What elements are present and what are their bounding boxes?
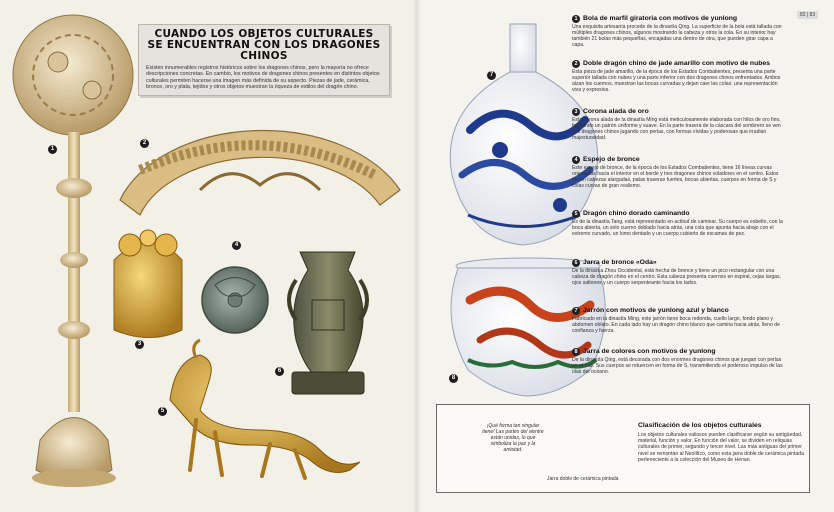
item-2 [572,60,786,93]
item-number: 3 [572,108,580,116]
marker-1: 1 [48,145,57,154]
item-number: 7 [572,307,580,315]
item-number: 4 [572,156,580,164]
gold-crown-illustration [114,230,182,338]
item-text: Es de la dinastía Tang, está representado en actitud de caminar. Su cuerpo es esbelto, con la boca abierta, un solo cuerno doblado hacia atrás, una cola que apunta hacia abajo con el extremo curvado, un lomo dentado y un cuerpo cubierto de escamas de pez. [572,219,783,238]
item-title: Jarra de bronce «Oda» [583,259,657,266]
marker-2: 2 [140,139,149,148]
speech-bubble-text: ¡Qué forma tan singular tiene! Las partes del vientre están unidas, lo que simboliza la paz y la amistad. [482,423,544,453]
item-text: Fabricado en la dinastía Ming, este jarrón tiene boca redonda, cuello largo, fondo plano y abdomen oblato. En cada lado hay un dragón chino blanco que camina hacia atrás, lleno de confianza y fuerza. [572,316,780,335]
item-text: De la dinastía Zhou Occidental, está hecha de bronce y tiene un pico rectangular con una cabeza de dragón chino en el centro. Esta cabeza presenta cuernos en espiral, cejas largas, ojos saltones y un cuerpo serpenteante hacia los lados. [572,268,781,287]
item-number: 1 [572,15,580,23]
item-title: Dragón chino dorado caminando [583,210,690,217]
item-text: Esta pieza de jade amarillo, de la época de los Estados Combatientes, presenta una parte superior tallada con nubes y una parte inferior con dos dragones chinos enfrentados. Ambos alzan los cuernos, muestran las bocas curvadas y dejan caer las colas: una representación viva y expresiva. [572,69,781,94]
item-title: Espejo de bronce [583,156,640,163]
marker-8: 8 [449,374,458,383]
item-8 [572,348,786,375]
item-text: Esta corona alada de la dinastía Ming está meticulosamente elaborada con hilos de oro fino, formando un patrón uniforme y suave. En la parte trasera de la cáscara del sombrero se ven dos dragones chinos jugando con perlas, con formas vívidas y poderosas que irradian majestuosidad. [572,117,781,142]
marker-7: 7 [487,71,496,80]
item-1 [572,15,786,48]
page-number: 82 | 83 [797,11,818,19]
marker-4: 4 [232,241,241,250]
item-title: Jarrón con motivos de yunlong azul y blanco [583,307,729,314]
jar-caption: Jarra doble de cerámica pintada [547,476,619,482]
item-3 [572,108,786,141]
item-6 [572,259,786,286]
item-number: 6 [572,259,580,267]
jade-dragon-illustration [120,131,400,215]
item-4 [572,156,786,189]
item-title: Bola de marfil giratoria con motivos de yunlong [583,15,738,22]
page-title: CUANDO LOS OBJETOS CULTURALES SE ENCUENTRAN CON LOS DRAGONES CHINOS [147,28,381,62]
intro-text: Existen innumerables registros históricos sobre los dragones chinos, pero la mayoría no ofrece descripciones concretas. En cambio, los motivos de dragones chinos presentes en distintos objetos culturales permiten hacerse una imagen más definida de su aspecto. Piezas de jade, cerámica, bronce, oro y plata, tejidos y otros objetos muestran la riqueza de estilos del dragón chino. [146,65,380,90]
classification-text: Los objetos culturales valiosos pueden clasificarse según su antigüedad, material, función y valor. En función del valor, se dividen en reliquias culturales de primer, segundo y tercer nivel. Las más antiguas del primer nivel se remontan al Neolítico, como esta jarra doble de cerámica pintada perteneciente a la colección del Museo de Henan. [638,432,804,463]
item-7 [572,307,786,334]
item-number: 5 [572,210,580,218]
classification-title: Clasificación de los objetos culturales [638,422,762,429]
item-number: 8 [572,348,580,356]
item-title: Corona alada de oro [583,108,649,115]
bronze-mirror-illustration [202,267,268,333]
item-5 [572,210,786,237]
item-title: Jarra de colores con motivos de yunlong [583,348,716,355]
item-text: Una exquisita artesanía procede de la dinastía Qing. La superficie de la bola está tallada con múltiples dragones chinos, algunos mostrando la cabeza y otros la cola. En su interior hay también 21 bolas más pequeñas, encajadas una dentro de otra, que pueden girar capa a capa. [572,24,782,49]
item-text: De la dinastía Qing, está decorada con dos enormes dragones chinos que juegan con perlas en el mar. Sus cuerpos se retuercen en forma de S, transmitiendo el poderoso impulso de las olas del océano. [572,357,783,376]
marker-6: 6 [275,367,284,376]
ivory-ball-illustration [13,15,133,487]
marker-3: 3 [135,340,144,349]
marker-5: 5 [158,407,167,416]
item-number: 2 [572,60,580,68]
bronze-jar-illustration [289,252,367,394]
item-title: Doble dragón chino de jade amarillo con motivo de nubes [583,60,770,67]
item-text: Este espejo de bronce, de la época de los Estados Combatientes, tiene 16 líneas curvas orientadas hacia el interior en el borde y tres dragones chinos voladores en el centro. Estos tienen cabezas alargadas, patas traseras fuertes, bocas abiertas, cuerpos en forma de S y colas curvas de gran realismo. [572,165,779,190]
